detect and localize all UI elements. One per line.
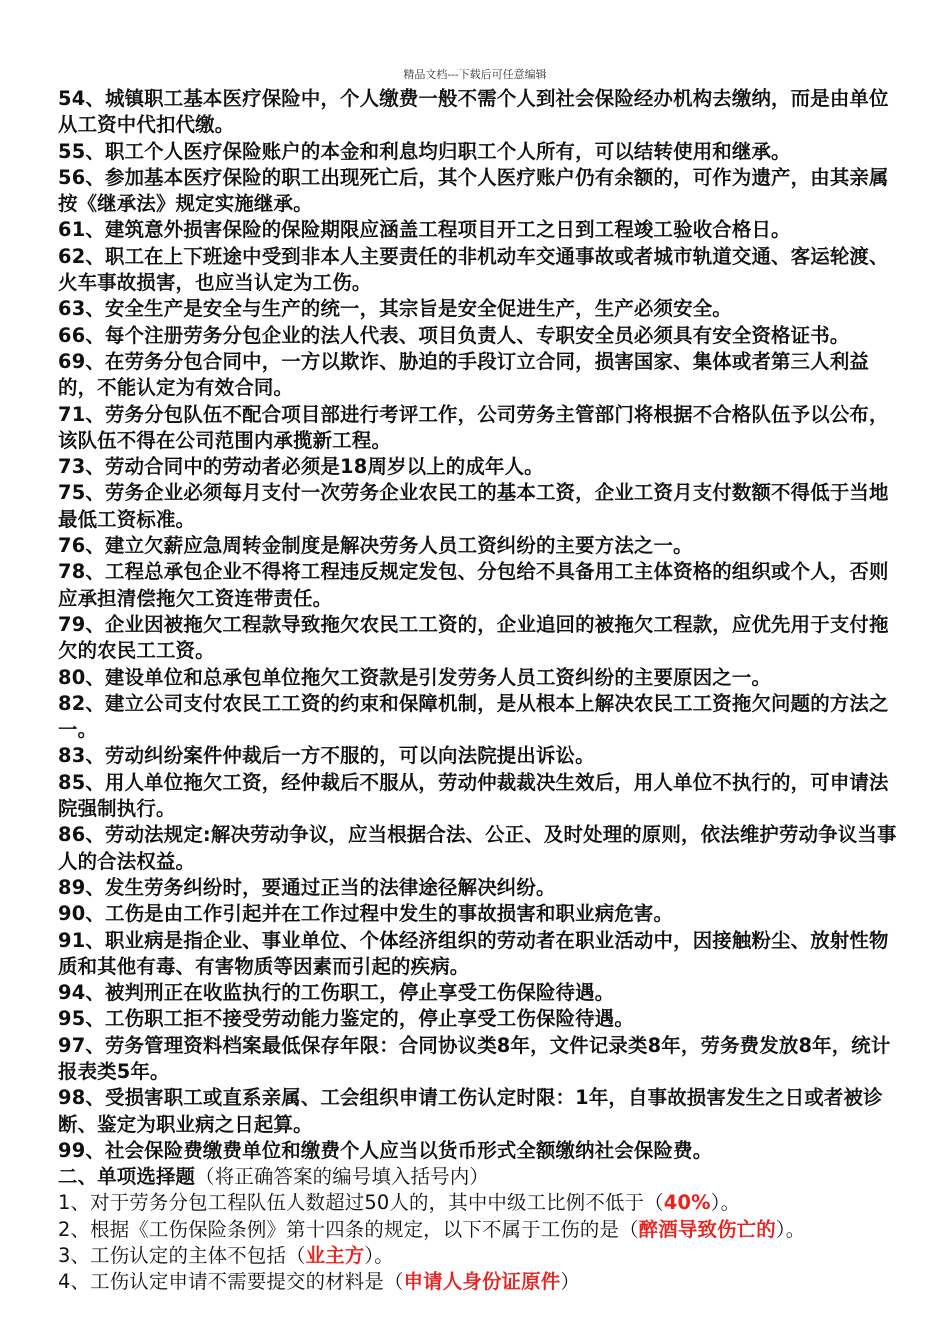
page-header: 精品文档---下载后可任意编辑 [403,68,547,81]
question-item [58,1190,898,1216]
list-item: 83、劳动纠纷案件仲裁后一方不服的，可以向法院提出诉讼。 [58,744,595,768]
list-item: 95、工伤职工拒不接受劳动能力鉴定的，停止享受工伤保险待遇。 [58,1007,634,1031]
question-text-end: ）。 [710,1191,741,1215]
list-item: 86、劳动法规定:解决劳动争议，应当根据合法、公正、及时处理的原则，依法维护劳动争议当事人的合法权益。 [58,823,897,873]
list-item: 82、建立公司支付农民工工资的约束和保障机制，是从根本上解决农民工工资拖欠问题的方法之一。 [58,691,889,742]
question-item [58,1243,898,1269]
list-item: 55、职工个人医疗保险账户的本金和利息均归职工个人所有，可以结转使用和继承。 [58,139,791,163]
answer-text: 40% [663,1191,711,1215]
single-choice-list [58,1190,898,1295]
list-item: 99、社会保险费缴费单位和缴费个人应当以货币形式全额缴纳社会保险费。 [58,1138,713,1162]
list-item: 66、每个注册劳务分包企业的法人代表、项目负责人、专职安全员必须具有安全资格证书。 [58,323,850,347]
question-item [58,1217,898,1243]
list-item: 63、安全生产是安全与生产的统一，其宗旨是安全促进生产，生产必须安全。 [58,297,732,321]
list-item: 62、职工在上下班途中受到非本人主要责任的非机动车交通事故或者城市轨道交通、客运轮渡、火车事故损害，也应当认定为工伤。 [58,244,889,295]
answer-text: 醉酒导致伤亡的 [638,1217,776,1241]
section-title-subtitle: （将正确答案的编号填入括号内） [195,1165,489,1189]
list-item: 94、被判刑正在收监执行的工伤职工，停止享受工伤保险待遇。 [58,981,615,1005]
list-item: 76、建立欠薪应急周转金制度是解决劳务人员工资纠纷的主要方法之一。 [58,534,693,558]
list-item: 85、用人单位拖欠工资，经仲裁后不服从，劳动仲裁裁决生效后，用人单位不执行的，可申请法院强制执行。 [58,770,889,821]
question-text-end: ） [560,1270,580,1294]
document-body [58,86,898,1296]
list-item: 75、劳务企业必须每月支付一次劳务企业农民工的基本工资，企业工资月支付数额不得低于当地最低工资标准。 [58,481,889,531]
list-item: 78、工程总承包企业不得将工程违反规定发包、分包给不具备用工主体资格的组织或个人，否则应承担清偿拖欠工资连带责任。 [58,560,889,610]
question-text-end: ）。 [775,1217,806,1241]
list-item: 90、工伤是由工作引起并在工作过程中发生的事故损害和职业病危害。 [58,902,674,926]
list-item: 54、城镇职工基本医疗保险中，个人缴费一般不需个人到社会保险经办机构去缴纳，而是由单位从工资中代扣代缴。 [58,87,889,137]
section-title [58,1164,898,1190]
question-text: 2、根据《工伤保险条例》第十四条的规定，以下不属于工伤的是（ [58,1217,639,1241]
question-item [58,1269,898,1295]
answer-text: 申请人身份证原件 [403,1270,561,1294]
question-text: 3、工伤认定的主体不包括（ [58,1244,306,1268]
list-item: 89、发生劳务纠纷时，要通过正当的法律途径解决纠纷。 [58,875,556,899]
answer-text: 业主方 [305,1244,365,1268]
list-item: 61、建筑意外损害保险的保险期限应涵盖工程项目开工之日到工程竣工验收合格日。 [58,218,791,242]
list-item: 69、在劳务分包合同中，一方以欺诈、胁迫的手段订立合同，损害国家、集体或者第三人利益的，不能认定为有效合同。 [58,349,870,400]
list-item: 71、劳务分包队伍不配合项目部进行考评工作，公司劳务主管部门将根据不合格队伍予以公布，该队伍不得在公司范围内承揽新工程。 [58,402,889,452]
list-item: 56、参加基本医疗保险的职工出现死亡后，其个人医疗账户仍有余额的，可作为遗产，由其亲属按《继承法》规定实施继承。 [58,165,889,216]
list-item: 73、劳动合同中的劳动者必须是18周岁以上的成年人。 [58,455,544,479]
question-text-end: ）。 [364,1244,394,1268]
list-item: 91、职业病是指企业、事业单位、个体经济组织的劳动者在职业活动中，因接触粉尘、放射性物质和其他有毒、有害物质等因素而引起的疾病。 [58,928,889,978]
true-false-list [58,86,898,1164]
list-item: 98、受损害职工或直系亲属、工会组织申请工伤认定时限：1年，自事故损害发生之日或者被诊断、鉴定为职业病之日起算。 [58,1086,883,1136]
list-item: 80、建设单位和总承包单位拖欠工资款是引发劳务人员工资纠纷的主要原因之一。 [58,665,772,689]
list-item: 79、企业因被拖欠工程款导致拖欠农民工工资的，企业追回的被拖欠工程款，应优先用于支付拖欠的农民工工资。 [58,612,889,663]
list-item: 97、劳务管理资料档案最低保存年限：合同协议类8年，文件记录类8年，劳务费发放8年，统计报表类5年。 [58,1033,891,1083]
question-text: 1、对于劳务分包工程队伍人数超过50人的，其中中级工比例不低于（ [58,1191,664,1215]
section-title-main: 二、单项选择题 [58,1165,196,1189]
question-text: 4、工伤认定申请不需要提交的材料是（ [58,1270,404,1294]
